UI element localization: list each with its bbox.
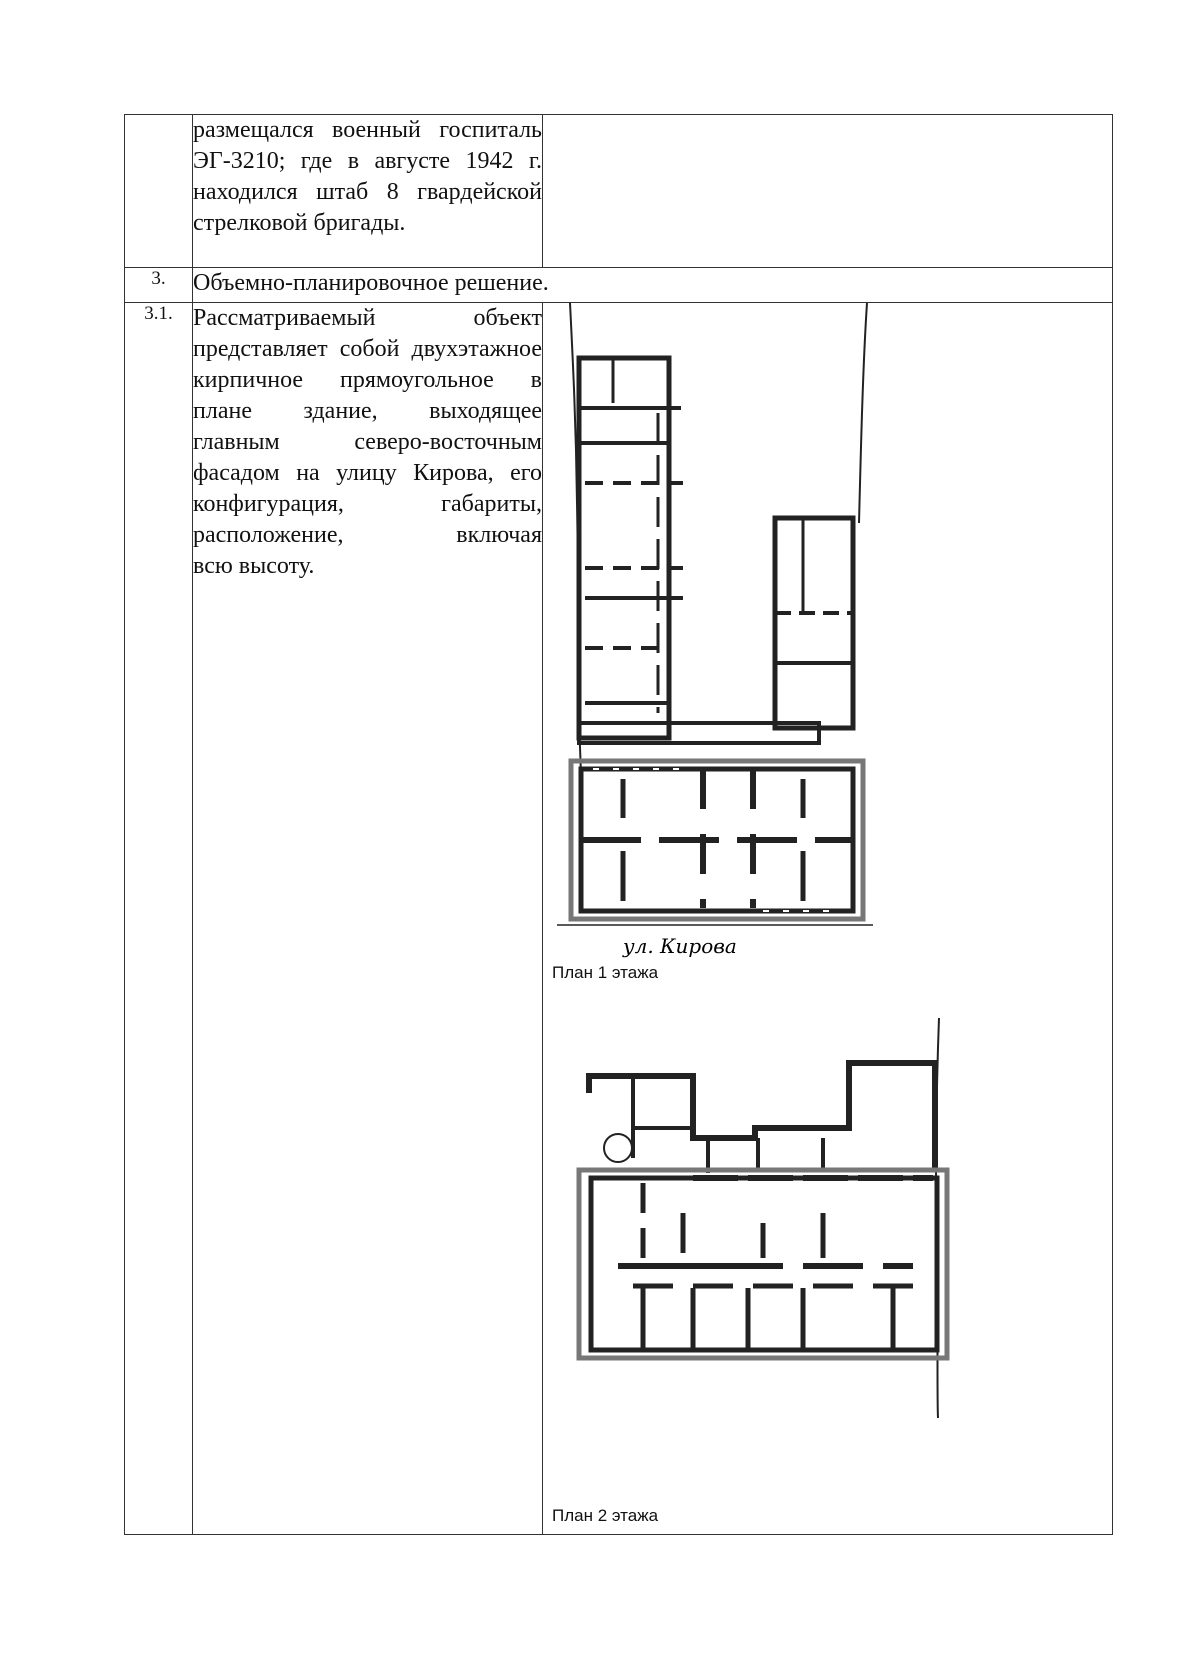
table-row [125, 303, 1113, 1535]
text-line: прямоугольное в плане [193, 367, 542, 424]
plans-container [543, 303, 1112, 1533]
floor1-caption: План 1 этажа [552, 963, 659, 982]
row-number [125, 115, 193, 268]
empty-cell [543, 115, 1113, 268]
text-line: Рассматриваемый объект [193, 305, 542, 331]
text-line: размещался военный [193, 117, 421, 143]
plans-cell [543, 303, 1113, 1535]
row-number: 3. [125, 268, 193, 303]
table-row [125, 115, 1113, 268]
table-row [125, 268, 1113, 303]
text-line: северо-восточным фасадом [193, 429, 542, 486]
street-label: ул. Кирова [623, 934, 737, 958]
document-table [124, 114, 1113, 1535]
text-line: представляет собой [193, 336, 400, 362]
section-heading: Объемно-планировочное решение. [193, 268, 1113, 303]
floor2-plan-drawing [543, 1018, 1113, 1458]
row-text [193, 115, 543, 268]
text-line: штаб 8 гвардейской [316, 179, 542, 205]
text-line: на улицу Кирова, его [296, 460, 542, 486]
text-line: всю высоту. [193, 553, 315, 579]
row-text [193, 303, 543, 1535]
row-number: 3.1. [125, 303, 193, 1535]
text-line: госпиталь ЭГ-3210; где в [193, 117, 542, 174]
text-line: расположение, включая [193, 522, 542, 548]
text-line: конфигурация, габариты, [193, 491, 542, 517]
text-line: здание, выходящее главным [193, 398, 543, 455]
floor1-plan-drawing [543, 303, 1113, 983]
text-line: августе 1942 г. находился [193, 148, 542, 205]
floor2-caption: План 2 этажа [552, 1506, 659, 1525]
text-line: двухэтажное кирпичное [193, 336, 542, 393]
text-line: стрелковой бригады. [193, 210, 406, 236]
